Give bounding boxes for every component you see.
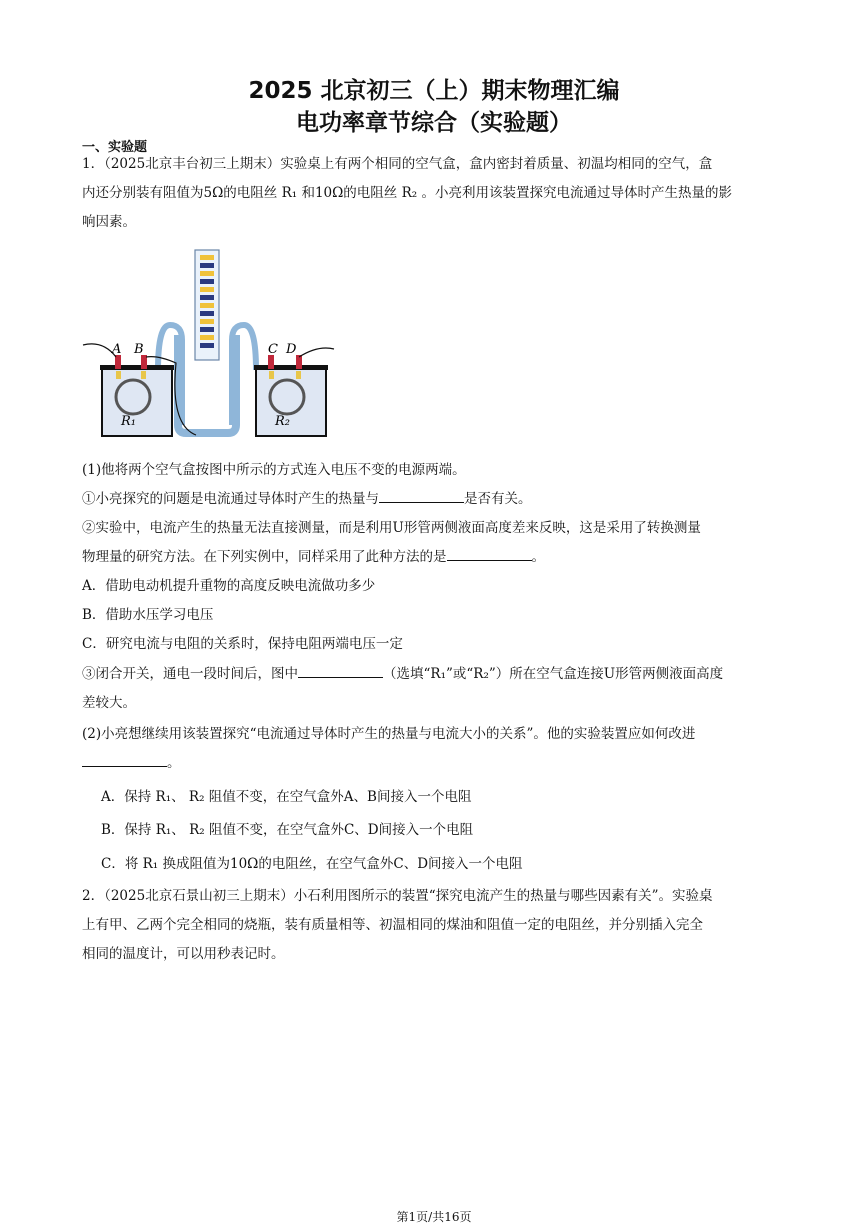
q1-sub1	[82, 487, 532, 507]
q1-sub2-pre: 物理量的研究方法。在下列实例中，同样采用了此种方法的是	[82, 549, 447, 565]
label-C: C	[268, 342, 278, 357]
label-R1: R₁	[121, 414, 136, 429]
q1-sub3-pre: ③闭合开关，通电一段时间后，图中	[82, 666, 298, 682]
answer-blank-2[interactable]	[447, 548, 532, 561]
q2-line2: 上有甲、乙两个完全相同的烧瓶，装有质量相等、初温相同的煤油和阻值一定的电阻丝，并分别插入完全	[82, 917, 703, 933]
q1-choice-b: B．借助水压学习电压	[82, 607, 214, 623]
q1-choice-c: C．研究电流与电阻的关系时，保持电阻两端电压一定	[82, 636, 403, 652]
label-A: A	[112, 342, 122, 357]
label-R2: R₂	[275, 414, 290, 429]
section-heading: 一、实验题	[82, 140, 148, 155]
q1-sub3-line1	[82, 662, 723, 682]
q1-stem-line3: 响因素。	[82, 214, 136, 230]
q1-part2-option-b: B．保持 R₁、 R₂ 阻值不变，在空气盒外C、D间接入一个电阻	[101, 822, 474, 838]
q1-stem-line1: 1．（2025北京丰台初三上期末）实验桌上有两个相同的空气盒，盒内密封着质量、初温均相同的空气，盒	[82, 156, 713, 172]
document-title-line2: 电功率章节综合（实验题）	[296, 110, 572, 136]
left-air-box	[102, 368, 172, 436]
answer-blank-3[interactable]	[298, 665, 383, 678]
q1-sub3-post: （选填“R₁”或“R₂”）所在空气盒连接U形管两侧液面高度	[383, 666, 724, 682]
document-title-line1: 2025 北京初三（上）期末物理汇编	[248, 78, 620, 104]
label-D: D	[286, 342, 297, 357]
q1-part2-option-a: A．保持 R₁、 R₂ 阻值不变，在空气盒外A、B间接入一个电阻	[101, 789, 472, 805]
q1-stem-line2: 内还分别装有阻值为5Ω的电阻丝 R₁ 和10Ω的电阻丝 R₂ 。小亮利用该装置探究电流通过导体时产生热量的影	[82, 185, 732, 201]
page-footer: 第1页/共16页	[396, 1210, 472, 1224]
q1-part1: (1)他将两个空气盒按图中所示的方式连入电压不变的电源两端。	[82, 462, 466, 478]
q1-sub1-pre: ①小亮探究的问题是电流通过导体时产生的热量与	[82, 491, 379, 507]
q2-line3: 相同的温度计，可以用秒表记时。	[82, 946, 285, 962]
q1-sub2-line2	[82, 545, 545, 565]
q1-apparatus-figure	[78, 245, 338, 445]
answer-blank-1[interactable]	[379, 490, 464, 503]
q2-line1: 2．（2025北京石景山初三上期末）小石利用图所示的装置“探究电流产生的热量与哪些因素有关”。实验桌	[82, 888, 713, 904]
label-B: B	[134, 342, 144, 357]
q1-part2-answer	[82, 751, 181, 771]
answer-blank-4[interactable]	[82, 754, 167, 767]
q1-part2-end: 。	[167, 755, 181, 771]
q1-choice-a: A．借助电动机提升重物的高度反映电流做功多少	[82, 578, 376, 594]
q1-sub2-line1: ②实验中，电流产生的热量无法直接测量，而是利用U形管两侧液面高度差来反映，这是采用了转换测量	[82, 520, 701, 536]
q1-sub2-post: 。	[531, 549, 545, 565]
right-air-box	[256, 368, 326, 436]
q1-part2: (2)小亮想继续用该装置探究“电流通过导体时产生的热量与电流大小的关系”。他的实验装置应如何改进	[82, 726, 696, 742]
q1-part2-option-c: C．将 R₁ 换成阻值为10Ω的电阻丝，在空气盒外C、D间接入一个电阻	[101, 856, 523, 872]
q1-sub1-post: 是否有关。	[464, 491, 532, 507]
q1-sub3-line2: 差较大。	[82, 695, 136, 711]
